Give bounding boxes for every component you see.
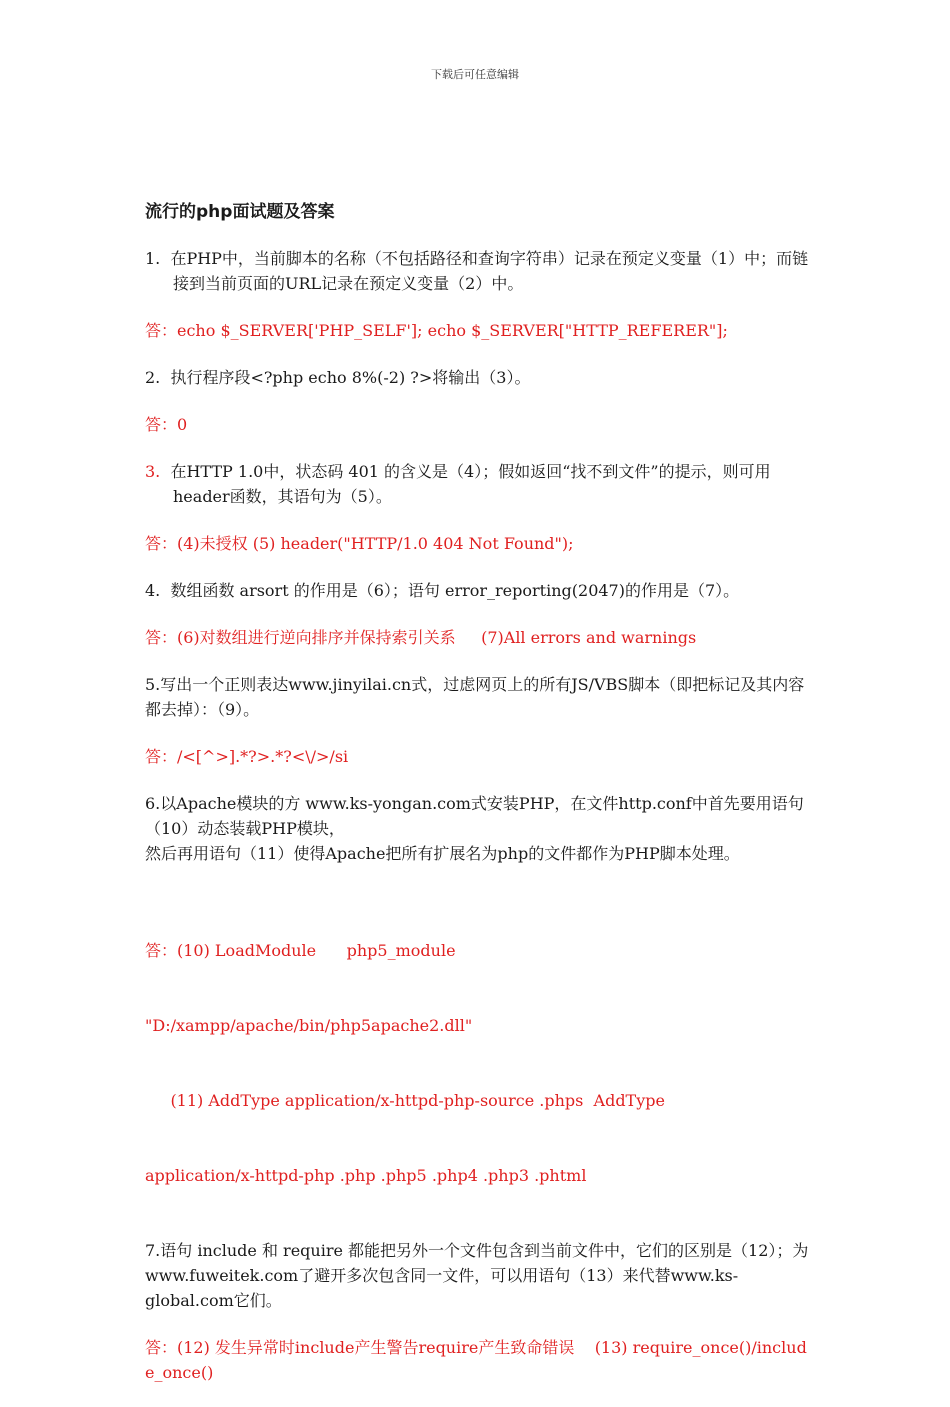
question-text: 执行程序段<?php echo 8%(-2) ?>将输出（3）。 bbox=[170, 368, 531, 387]
question-number: 3. bbox=[145, 462, 161, 481]
question-text: 在HTTP 1.0中，状态码 401 的含义是（4）；假如返回“找不到文件”的提示，则可用 header函数，其语句为（5）。 bbox=[170, 462, 771, 506]
answer-1: 答：echo $_SERVER['PHP_SELF']; echo $_SERVER["HTTP_REFERER"]; bbox=[145, 321, 728, 340]
question-text: 以Apache模块的方 www.ks-yongan.com式安装PHP，在文件http.conf中首先要用语句（10）动态装载PHP模块， bbox=[145, 794, 804, 838]
answer-2: 答：0 bbox=[145, 415, 188, 434]
question-text: 在PHP中，当前脚本的名称（不包括路径和查询字符串）记录在预定义变量（1）中；而链接到当前页面的URL记录在预定义变量（2）中。 bbox=[170, 249, 809, 293]
question-text: 写出一个正则表达www.jinyilai.cn式，过虑网页上的所有JS/VBS脚本（即把标记及其内容都去掉）：（9）。 bbox=[145, 675, 805, 719]
document-content bbox=[145, 200, 810, 1407]
question-text: 数组函数 arsort 的作用是（6）；语句 error_reporting(2047)的作用是（7）。 bbox=[170, 581, 740, 600]
question-number: 2. bbox=[145, 368, 161, 387]
question-2 bbox=[145, 365, 810, 390]
answer-6-line-2: "D:/xampp/apache/bin/php5apache2.dll" bbox=[145, 1016, 473, 1035]
question-number: 6. bbox=[145, 794, 161, 813]
answer-6-line-4: application/x-httpd-php .php .php5 .php4 .php3 .phtml bbox=[145, 1166, 587, 1185]
question-6-part-2: 然后再用语句（11）使得Apache把所有扩展名为php的文件都作为PHP脚本处理。 bbox=[145, 844, 740, 863]
question-number: 4. bbox=[145, 581, 161, 600]
question-3 bbox=[145, 459, 810, 509]
answer-6-line-3: (11) AddType application/x-httpd-php-source .phps AddType bbox=[145, 1091, 665, 1110]
question-4 bbox=[145, 578, 810, 603]
question-6-part-1 bbox=[145, 791, 810, 841]
question-text: 语句 include 和 require 都能把另外一个文件包含到当前文件中，它们的区别是（12）；为www.fuweitek.com了避开多次包含同一文件，可以用语句（13）来代替www.ks-global.com它们。 bbox=[145, 1241, 809, 1310]
answer-3: 答：(4)未授权 (5) header("HTTP/1.0 404 Not Found"); bbox=[145, 534, 574, 553]
question-6 bbox=[145, 791, 810, 866]
answer-6-line-1: 答：(10) LoadModule php5_module bbox=[145, 941, 456, 960]
question-1 bbox=[145, 246, 810, 296]
question-7 bbox=[145, 1238, 810, 1313]
answer-4: 答：(6)对数组进行逆向排序并保持索引关系 (7)All errors and warnings bbox=[145, 628, 697, 647]
question-number: 1. bbox=[145, 249, 161, 268]
question-number: 5. bbox=[145, 675, 161, 694]
document-title: 流行的php面试题及答案 bbox=[145, 202, 335, 222]
question-5 bbox=[145, 672, 810, 722]
answer-5: 答：/<[^>].*?>.*?<\/>/si bbox=[145, 747, 349, 766]
question-number: 7. bbox=[145, 1241, 161, 1260]
answer-6 bbox=[145, 888, 810, 1238]
answer-7: 答：(12) 发生异常时include产生警告require产生致命错误 (13) require_once()/include_once() bbox=[145, 1338, 807, 1382]
header-note: 下载后可任意编辑 bbox=[431, 68, 519, 81]
